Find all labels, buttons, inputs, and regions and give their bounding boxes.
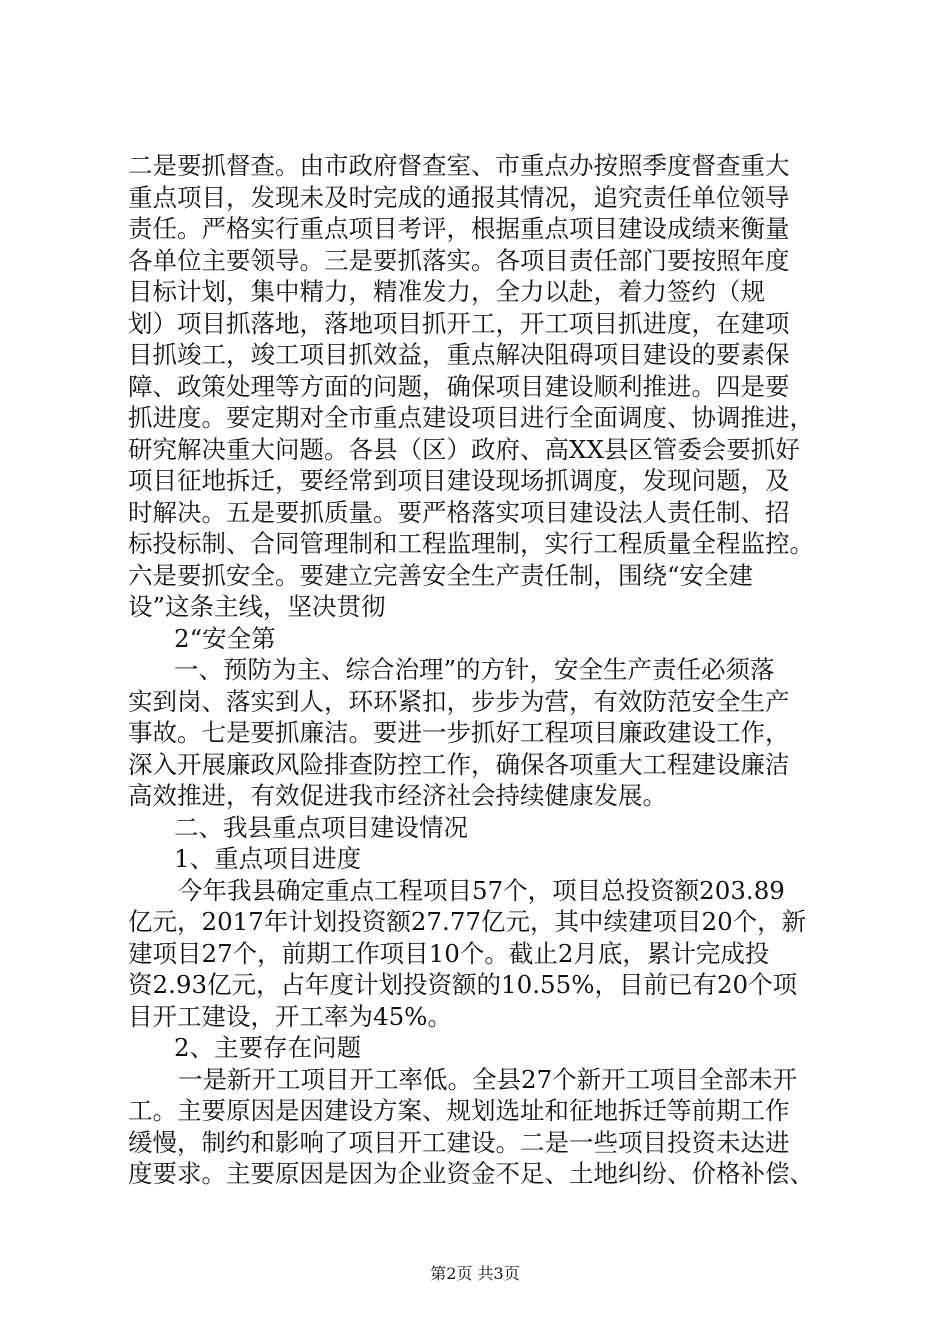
text-line: 建项目27个，前期工作项目10个。截止2月底，累计完成投 — [128, 938, 770, 968]
text-line: 项目征地拆迁，要经常到项目建设现场抓调度，发现问题，及 — [128, 466, 790, 495]
text-line: 标投标制、合同管理制和工程监理制，实行工程质量全程监控。 — [128, 529, 814, 558]
text-line: 深入开展廉政风险排查防控工作，确保各项重大工程建设廉洁 — [128, 749, 790, 779]
page-number-footer: 第2页 共3页 — [430, 1264, 520, 1283]
subsection-heading: 1、重点项目进度 — [174, 844, 362, 873]
text-line: 划）项目抓落地，落地项目抓开工，开工项目抓进度，在建项 — [128, 308, 790, 338]
text-line: 六是要抓安全。要建立完善安全生产责任制，围绕“安全建 — [128, 560, 754, 590]
text-line: 各单位主要领导。三是要抓落实。各项目责任部门要按照年度 — [128, 245, 790, 275]
text-line: 责任。严格实行重点项目考评，根据重点项目建设成绩来衡量 — [128, 214, 790, 243]
text-line: 设”这条主线，坚决贯彻 — [128, 592, 386, 621]
text-line: 一、预防为主、综合治理”的方针，安全生产责任必须落 — [174, 655, 775, 684]
text-line: 今年我县确定重点工程项目57个，项目总投资额203.89 — [178, 875, 785, 905]
text-line: 时解决。五是要抓质量。要严格落实项目建设法人责任制、招 — [128, 497, 790, 527]
subsection-heading: 2、主要存在问题 — [174, 1033, 362, 1062]
text-line: 重点项目，发现未及时完成的通报其情况，追究责任单位领导 — [128, 182, 790, 212]
text-line: 工。主要原因是因建设方案、规划选址和征地拆迁等前期工作 — [128, 1096, 790, 1125]
document-body — [128, 150, 828, 1190]
text-line: 实到岗、落实到人，环环紧扣，步步为营，有效防范安全生产 — [128, 686, 790, 716]
text-line: 目开工建设，开工率为45%。 — [128, 1001, 452, 1031]
text-line: 度要求。主要原因是因为企业资金不足、土地纠纷、价格补偿、 — [128, 1159, 814, 1188]
text-line: 高效推进，有效促进我市经济社会持续健康发展。 — [128, 781, 667, 810]
text-line: 目抓竣工，竣工项目抓效益，重点解决阻碍项目建设的要素保 — [128, 340, 790, 369]
text-line: 2“安全第 — [174, 623, 276, 653]
text-line: 研究解决重大问题。各县（区）政府、高XX县区管委会要抓好 — [128, 434, 800, 464]
text-line: 事故。七是要抓廉洁。要进一步抓好工程项目廉政建设工作， — [128, 718, 790, 747]
text-line: 缓慢，制约和影响了项目开工建设。二是一些项目投资未达进 — [128, 1127, 790, 1157]
text-line: 亿元，2017年计划投资额27.77亿元，其中续建项目20个，新 — [128, 907, 807, 936]
section-heading: 二、我县重点项目建设情况 — [174, 812, 468, 842]
text-line: 抓进度。要定期对全市重点建设项目进行全面调度、协调推进， — [128, 403, 814, 432]
text-line: 二是要抓督查。由市政府督查室、市重点办按照季度督查重大 — [128, 151, 790, 180]
text-line: 目标计划，集中精力，精准发力，全力以赴，着力签约（规 — [128, 277, 765, 306]
text-line: 资2.93亿元，占年度计划投资额的10.55%，目前已有20个项 — [128, 970, 798, 999]
text-line: 障、政策处理等方面的问题，确保项目建设顺利推进。四是要 — [128, 371, 790, 401]
text-line: 一是新开工项目开工率低。全县27个新开工项目全部未开 — [178, 1064, 798, 1094]
